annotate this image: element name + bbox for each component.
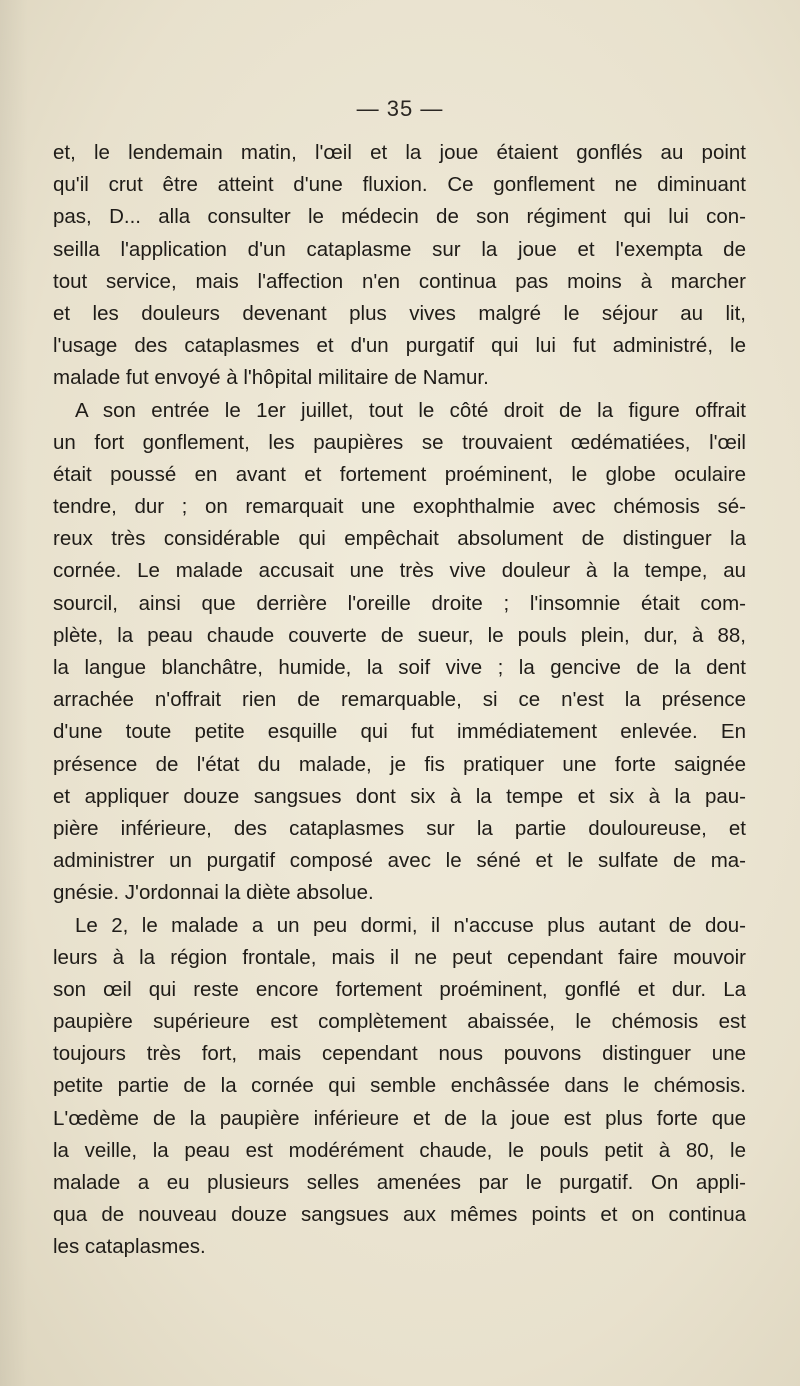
text-line: son œil qui reste encore fortement proéminent, gonflé et dur. La [53, 977, 746, 1001]
text-line: les cataplasmes. [53, 1235, 206, 1259]
text-line: paupière supérieure est complètement abaissée, le chémosis est [53, 1010, 746, 1034]
page-number: — 35 — [356, 96, 444, 121]
text-line: qu'il crut être atteint d'une fluxion. Ce gonflement ne diminuant [53, 173, 746, 197]
text-line: était poussé en avant et fortement proéminent, le globe oculaire [53, 462, 746, 486]
text-line: cornée. Le malade accusait une très vive douleur à la tempe, au [53, 559, 746, 583]
text-line: A son entrée le 1er juillet, tout le côté droit de la figure offrait [75, 398, 746, 422]
text-line: toujours très fort, mais cependant nous pouvons distinguer une [53, 1042, 746, 1066]
text-line: leurs à la région frontale, mais il ne peut cependant faire mouvoir [53, 945, 746, 969]
text-line: reux très considérable qui empêchait absolument de distinguer la [53, 527, 746, 551]
text-line: arrachée n'offrait rien de remarquable, si ce n'est la présence [53, 688, 746, 712]
paragraph-2 [53, 395, 746, 910]
text-line: tendre, dur ; on remarquait une exophthalmie avec chémosis sé- [53, 495, 746, 519]
body-text [53, 137, 746, 1264]
text-line: gnésie. J'ordonnai la diète absolue. [53, 881, 374, 905]
text-line: pière inférieure, des cataplasmes sur la partie douloureuse, et [53, 816, 746, 840]
text-line: seilla l'application d'un cataplasme sur la joue et l'exempta de [53, 237, 746, 261]
text-line: malade a eu plusieurs selles amenées par le purgatif. On appli- [53, 1171, 746, 1194]
text-line: l'usage des cataplasmes et d'un purgatif qui lui fut administré, le [53, 334, 746, 358]
text-line: Le 2, le malade a un peu dormi, il n'accuse plus autant de dou- [75, 913, 746, 937]
text-line: plète, la peau chaude couverte de sueur, le pouls plein, dur, à 88, [53, 623, 746, 647]
text-line: malade fut envoyé à l'hôpital militaire de Namur. [53, 366, 489, 390]
text-line: L'œdème de la paupière inférieure et de la joue est plus forte que [53, 1106, 746, 1130]
paragraph-3 [53, 910, 746, 1264]
text-line: qua de nouveau douze sangsues aux mêmes points et on continua [53, 1203, 746, 1227]
text-line: et, le lendemain matin, l'œil et la joue étaient gonflés au point [53, 141, 746, 164]
text-line: sourcil, ainsi que derrière l'oreille droite ; l'insomnie était com- [53, 591, 746, 615]
text-line: administrer un purgatif composé avec le séné et le sulfate de ma- [53, 849, 746, 873]
text-line: tout service, mais l'affection n'en continua pas moins à marcher [53, 269, 746, 293]
text-line: et appliquer douze sangsues dont six à la tempe et six à la pau- [53, 784, 746, 808]
paragraph-1 [53, 137, 746, 395]
text-line: la langue blanchâtre, humide, la soif vive ; la gencive de la dent [53, 656, 746, 679]
text-line: d'une toute petite esquille qui fut immédiatement enlevée. En [53, 720, 746, 744]
text-line: présence de l'état du malade, je fis pratiquer une forte saignée [53, 752, 746, 776]
text-line: un fort gonflement, les paupières se trouvaient œdématiées, l'œil [53, 430, 746, 454]
text-line: pas, D... alla consulter le médecin de son régiment qui lui con- [53, 205, 746, 229]
text-line: la veille, la peau est modérément chaude, le pouls petit à 80, le [53, 1138, 746, 1162]
text-line: petite partie de la cornée qui semble enchâssée dans le chémosis. [53, 1074, 746, 1098]
text-line: et les douleurs devenant plus vives malgré le séjour au lit, [53, 301, 746, 325]
